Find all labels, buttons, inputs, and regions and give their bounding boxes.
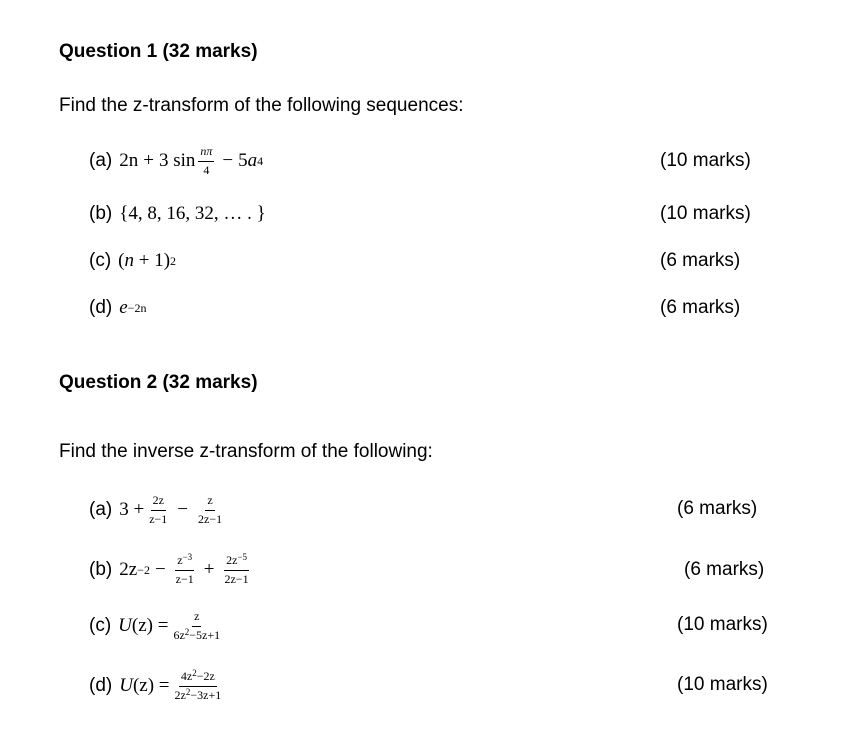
q1-part-c-label: (c) [89, 250, 112, 271]
q2b-f2-num-exp: −5 [237, 552, 247, 563]
q2b-fraction-1 [174, 554, 196, 585]
q1-part-a-label: (a) [89, 150, 113, 171]
q2b-f1-num-base: z [177, 553, 183, 568]
q2b-minus: − [154, 559, 166, 580]
q2a-f1-num: 2z [151, 494, 166, 510]
q1-part-a-expression: 2n + 3 sin $\frac{n\pi}{4}$ − 5 a 4 [119, 144, 264, 177]
q1c-open-paren: ( [118, 250, 125, 271]
q1a-var-a: a [247, 150, 258, 171]
q2b-f2-den: 2z−1 [224, 571, 249, 586]
q1-part-c-marks: (6 marks) [660, 250, 741, 271]
q2-part-d-label: (d) [89, 675, 113, 696]
q1a-minus: − [222, 150, 234, 171]
q2-part-a-expression [119, 494, 227, 525]
q2-part-b [89, 540, 254, 600]
question-2-intro: Find the inverse z-transform of the following: [59, 441, 433, 462]
q2c-func-U: U [118, 615, 132, 636]
q2-part-c-marks: (10 marks) [677, 614, 768, 635]
q2b-term-2z: 2z [119, 559, 138, 580]
q2-part-c-label: (c) [89, 615, 112, 636]
q1-part-a [89, 131, 263, 191]
q2-part-b-expression: 2z −2 − $\frac{z^{-3}}{z-1}$ + $\frac{2z^{-5}}{2z-1}$ [119, 552, 249, 586]
q2d-f-den-a: 2z [174, 687, 186, 702]
q2d-fraction [173, 670, 224, 701]
q1c-var-n: n [124, 250, 134, 271]
q2c-f-den-exp: 2 [184, 626, 190, 637]
q1-part-b-marks: (10 marks) [660, 203, 751, 224]
q2d-f-num-exp: 2 [192, 668, 197, 679]
q2-part-a [89, 480, 227, 540]
q2d-f-den-b: −3z+1 [190, 687, 222, 702]
q2c-fraction [171, 610, 222, 641]
q2c-f-den-b: −5z+1 [189, 627, 221, 642]
q1-part-d-label: (d) [89, 297, 113, 318]
q1d-base-e: e [119, 297, 128, 318]
q2b-plus: + [203, 559, 215, 580]
question-2-heading: Question 2 (32 marks) [59, 372, 258, 393]
q2a-fraction-1 [147, 494, 169, 525]
q2-part-d-expression [119, 670, 226, 701]
q1a-fraction [198, 145, 214, 176]
q2b-f1-den: z−1 [175, 571, 194, 586]
q2-part-a-marks: (6 marks) [677, 498, 758, 519]
q1a-plus: + [143, 150, 154, 171]
q1a-fraction-den: 4 [203, 162, 210, 177]
q1-part-a-marks: (10 marks) [660, 150, 751, 171]
q2-part-b-label: (b) [89, 559, 113, 580]
q2d-func-U: U [119, 675, 133, 696]
q2-part-c [89, 596, 225, 656]
q2a-f1-den: z−1 [149, 511, 168, 526]
q2-part-c-expression [118, 610, 225, 641]
q2d-f-num-a: 4z [180, 669, 193, 684]
q2a-f2-num: z [205, 494, 214, 510]
q2b-fraction-2 [222, 554, 250, 585]
q1a-fraction-num: nπ [200, 144, 213, 159]
q1-part-b-label: (b) [89, 203, 113, 224]
q2a-f2-den: 2z−1 [198, 511, 223, 526]
q2-part-d [89, 656, 226, 716]
q1-part-b-expression: {4, 8, 16, 32, … . } [119, 203, 266, 224]
q2a-three-plus: 3 + [119, 499, 145, 520]
q2d-f-den-exp: 2 [185, 686, 191, 697]
q2a-minus: − [177, 499, 189, 520]
q1-part-d [89, 278, 146, 338]
q1a-coef-5: 5 [238, 150, 248, 171]
q2-part-b-marks: (6 marks) [684, 559, 765, 580]
q2c-f-den-a: 6z [173, 627, 185, 642]
q1-part-c-expression: ( n + 1) 2 [118, 250, 177, 271]
q2-part-a-label: (a) [89, 499, 113, 520]
q2b-f2-num-base: 2z [226, 553, 238, 568]
question-1-heading: Question 1 (32 marks) [59, 41, 258, 62]
q1-part-d-marks: (6 marks) [660, 297, 741, 318]
q1a-term-2n: 2n [119, 150, 139, 171]
q1c-plus-one: + 1) [138, 250, 171, 271]
q2d-arg-eq: (z) = [132, 675, 170, 696]
q2b-f1-num-exp: −3 [182, 552, 193, 563]
question-1-intro: Find the z-transform of the following sequences: [59, 95, 464, 116]
q1-part-d-expression: e −2n [119, 297, 147, 318]
q2c-arg-eq: (z) = [131, 615, 169, 636]
q2d-f-num-b: −2z [196, 669, 215, 684]
q1a-sin: 3 sin [158, 150, 196, 171]
q2-part-d-marks: (10 marks) [677, 674, 768, 695]
q2a-fraction-2 [196, 494, 224, 525]
q2c-f-num: z [192, 610, 201, 626]
